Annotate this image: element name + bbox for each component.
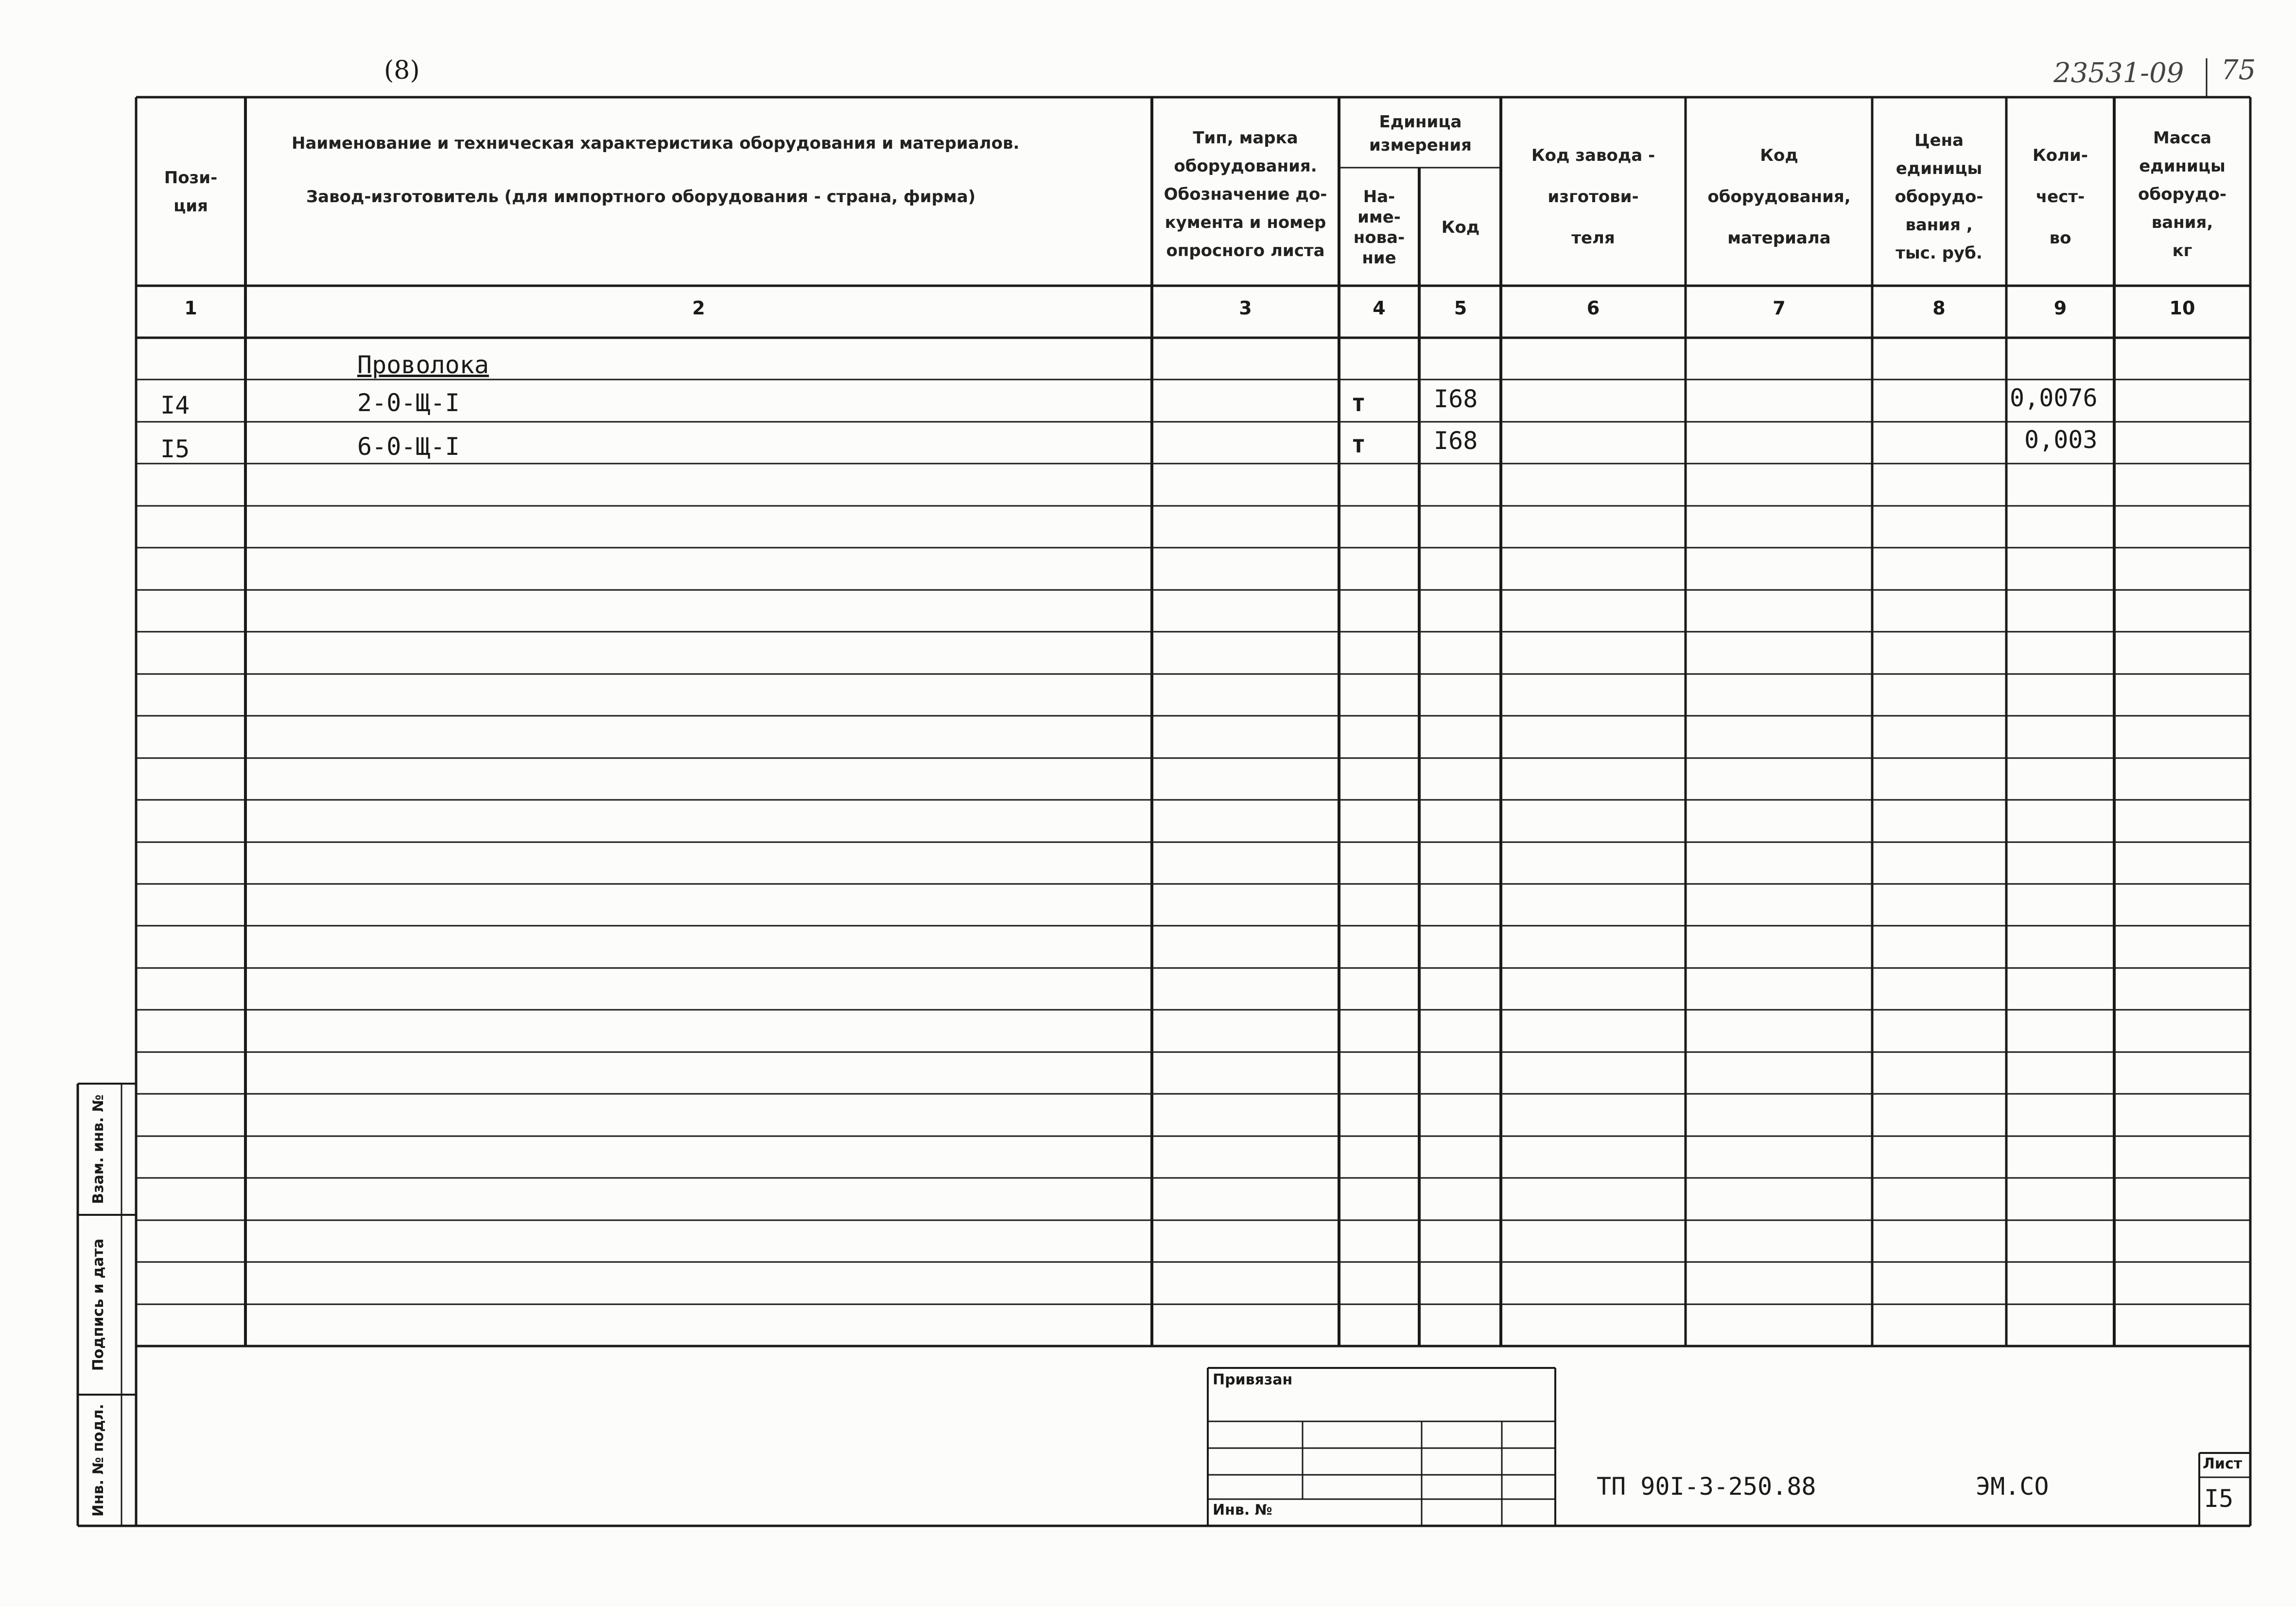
column-number: 3 bbox=[1239, 297, 1252, 319]
table-row-position: I4 bbox=[160, 391, 190, 419]
header-unit-group: Единица измерения bbox=[1369, 112, 1472, 155]
header-equipment-code: Код оборудования, материала bbox=[1707, 145, 1851, 248]
page-handwritten: 75 bbox=[2221, 54, 2256, 86]
table-row-name: Проволока bbox=[357, 351, 489, 379]
column-number: 9 bbox=[2053, 297, 2067, 319]
header-position: Пози- ция bbox=[164, 168, 218, 216]
table-row-position: I5 bbox=[160, 435, 190, 463]
table-row-quantity: 0,0076 bbox=[2010, 384, 2098, 412]
header-unit-name: На- име- нова- ние bbox=[1353, 187, 1405, 268]
column-number: 7 bbox=[1773, 297, 1786, 319]
header-mass: Масса единицы оборудо- вания, кг bbox=[2138, 128, 2226, 260]
column-number: 8 bbox=[1932, 297, 1946, 319]
header-type: Тип, марка оборудования. Обозначение до- кумента и номер опросного листа bbox=[1164, 128, 1327, 260]
table-row-unit: т bbox=[1351, 430, 1366, 458]
side-label-inv-podl: Инв. № подл. bbox=[90, 1403, 107, 1517]
column-number: 10 bbox=[2169, 297, 2195, 319]
top-label: (8) bbox=[384, 56, 420, 85]
table-row-quantity: 0,003 bbox=[2024, 426, 2098, 454]
stamp-privyazan: Привязан bbox=[1213, 1371, 1293, 1388]
stamp-sheet-number: I5 bbox=[2204, 1485, 2234, 1513]
table-row-name: 6-0-Щ-I bbox=[357, 432, 460, 461]
column-number: 4 bbox=[1373, 297, 1386, 319]
stamp-sheet-label: Лист bbox=[2203, 1455, 2243, 1472]
header-quantity: Коли- чест- во bbox=[2033, 145, 2088, 248]
stamp-designation: ТП 90I-3-250.88 bbox=[1597, 1472, 1816, 1501]
table-row-code: I68 bbox=[1434, 385, 1478, 413]
header-factory-code: Код завода - изготови- теля bbox=[1531, 145, 1655, 248]
table-row-unit: т bbox=[1351, 389, 1366, 417]
side-label-podpis: Подпись и дата bbox=[90, 1238, 107, 1371]
table-row-code: I68 bbox=[1434, 427, 1478, 455]
column-number: 1 bbox=[184, 297, 197, 319]
column-number: 2 bbox=[692, 297, 705, 319]
column-number: 5 bbox=[1454, 297, 1467, 319]
column-number: 6 bbox=[1586, 297, 1600, 319]
side-label-vzam: Взам. инв. № bbox=[90, 1094, 107, 1204]
stamp-inv-no: Инв. № bbox=[1213, 1502, 1272, 1519]
header-name: Наименование и техническая характеристика оборудования и материалов. Завод-изготовитель (для импортного оборудования - страна, фирма) bbox=[292, 134, 1020, 207]
header-price: Цена единицы оборудо- вания , тыс. руб. bbox=[1895, 131, 1983, 263]
doc-number-handwritten: 23531-09 bbox=[2053, 57, 2184, 89]
stamp-section: ЭМ.СО bbox=[1976, 1472, 2049, 1501]
header-unit-code: Код bbox=[1441, 217, 1480, 237]
table-row-name: 2-0-Щ-I bbox=[357, 389, 460, 417]
